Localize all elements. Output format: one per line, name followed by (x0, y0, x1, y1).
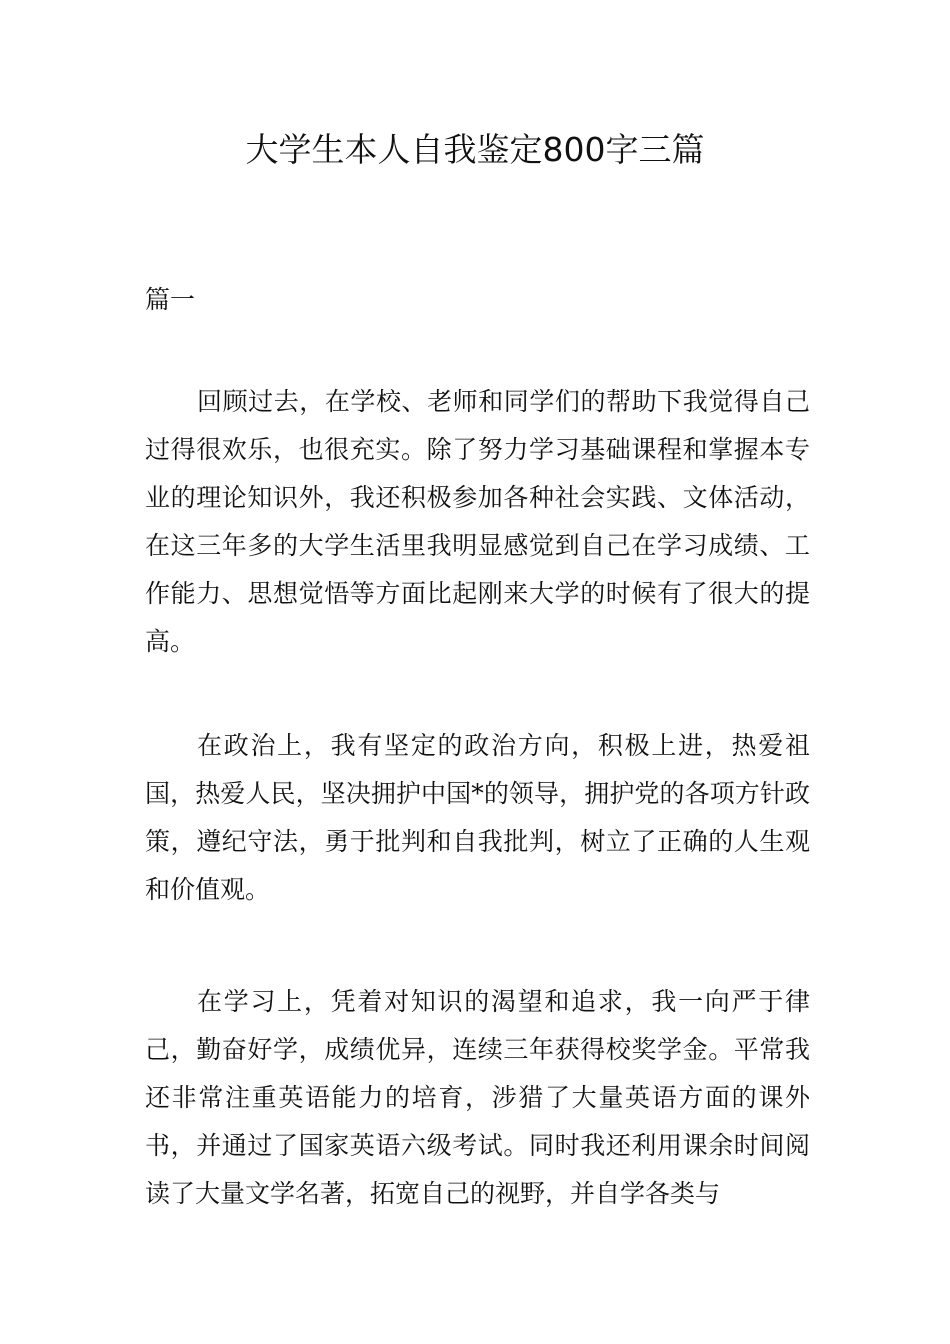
paragraph-politics: 在政治上，我有坚定的政治方向，积极上进，热爱祖国，热爱人民，坚决拥护中国*的领导，拥护党的各项方针政策，遵纪守法，勇于批判和自我批判，树立了正确的人生观和价值观。 (145, 731, 810, 904)
paragraph-review: 回顾过去，在学校、老师和同学们的帮助下我觉得自己过得很欢乐，也很充实。除了努力学习基础课程和掌握本专业的理论知识外，我还积极参加各种社会实践、文体活动，在这三年多的大学生活里我明显感觉到自己在学习成绩、工作能力、思想觉悟等方面比起刚来大学的时候有了很大的提高。 (145, 387, 810, 656)
section-heading: 篇一 (145, 285, 196, 314)
paragraph-study: 在学习上，凭着对知识的渴望和追求，我一向严于律己，勤奋好学，成绩优异，连续三年获得校奖学金。平常我还非常注重英语能力的培育，涉猎了大量英语方面的课外书，并通过了国家英语六级考试。同时我还利用课余时间阅读了大量文学名著，拓宽自己的视野，并自学各类与 (145, 987, 810, 1208)
document-title: 大学生本人自我鉴定800字三篇 (245, 130, 705, 169)
